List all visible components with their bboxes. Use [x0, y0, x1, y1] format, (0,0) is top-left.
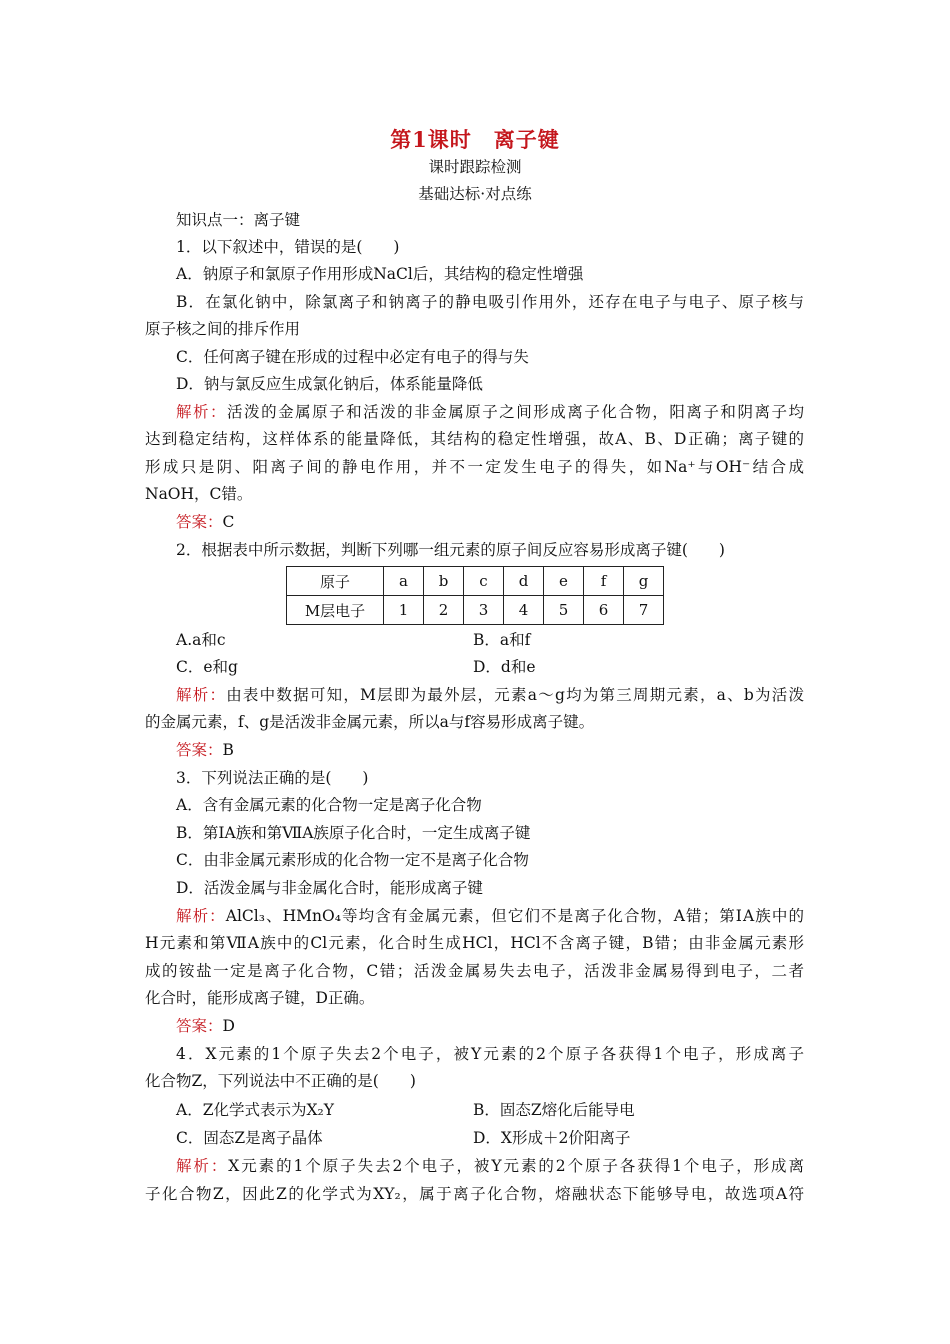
analysis-text: 活泼的金属原子和活泼的非金属原子之间形成离子化合物，阳离子和阴离子均 [227, 403, 804, 421]
answer-label: 答案： [176, 513, 223, 531]
q4-option-c: C．固态Z是离子晶体 [176, 1129, 323, 1147]
q1-stem: 1．以下叙述中，错误的是( ) [176, 238, 400, 256]
q1-option-a: A．钠原子和氯原子作用形成NaCl后，其结构的稳定性增强 [176, 265, 584, 283]
table-cell: M层电子 [287, 596, 384, 625]
q1-option-b-line2: 原子核之间的排斥作用 [145, 320, 301, 338]
table-cell: c [464, 567, 504, 596]
q4-option-b: B．固态Z熔化后能导电 [473, 1101, 635, 1119]
table-cell: 1 [384, 596, 424, 625]
q2-option-a: A.a和c [176, 631, 226, 649]
q2-analysis-line2: 的金属元素，f、g是活泼非金属元素，所以a与f容易形成离子键。 [145, 713, 595, 731]
answer-value: C [222, 513, 235, 531]
q1-answer [176, 512, 234, 532]
q2-option-d: D．d和e [473, 658, 536, 676]
analysis-text: 由表中数据可知，M层即为最外层，元素a～g均为第三周期元素，a、b为活泼 [226, 686, 804, 704]
answer-label: 答案： [176, 1017, 223, 1035]
table-cell: b [424, 567, 464, 596]
q4-stem-line2: 化合物Z，下列说法中不正确的是( ) [145, 1072, 416, 1090]
q4-analysis-line2: 子化合物Z，因此Z的化学式为XY₂，属于离子化合物，熔融状态下能够导电，故选项A符 [145, 1185, 804, 1203]
section-heading: 知识点一：离子键 [176, 211, 301, 229]
table-cell: 5 [544, 596, 584, 625]
q2-option-c: C．e和g [176, 658, 238, 676]
q3-analysis-line1 [176, 906, 804, 926]
q4-stem-line1: 4．X元素的1个原子失去2个电子，被Y元素的2个原子各获得1个电子，形成离子 [176, 1045, 804, 1063]
q2-option-b: B．a和f [473, 631, 531, 649]
q3-option-b: B．第ⅠA族和第ⅦA族原子化合时，一定生成离子键 [176, 824, 531, 842]
table-cell: 4 [504, 596, 544, 625]
table-header-row [287, 567, 664, 596]
q1-option-d: D．钠与氯反应生成氯化钠后，体系能量降低 [176, 375, 483, 393]
subtitle-tracking: 课时跟踪检测 [428, 158, 522, 176]
q3-option-d: D．活泼金属与非金属化合时，能形成离子键 [176, 879, 483, 897]
q1-analysis-line3: 形成只是阴、阳离子间的静电作用，并不一定发生电子的得失，如Na⁺与OH⁻结合成 [145, 458, 804, 476]
answer-value: B [222, 741, 234, 759]
q2-stem: 2．根据表中所示数据，判断下列哪一组元素的原子间反应容易形成离子键( ) [176, 541, 725, 559]
analysis-label: 解析： [176, 686, 227, 704]
q1-analysis-line2: 达到稳定结构，这样体系的能量降低，其结构的稳定性增强，故A、B、D正确；离子键的 [145, 430, 804, 448]
answer-label: 答案： [176, 741, 223, 759]
table-row [287, 596, 664, 625]
q3-analysis-line4: 化合时，能形成离子键，D正确。 [145, 989, 375, 1007]
electron-table [286, 566, 664, 625]
q2-analysis-line1 [176, 685, 804, 705]
table-cell: d [504, 567, 544, 596]
table-cell: 3 [464, 596, 504, 625]
q3-analysis-line3: 成的铵盐一定是离子化合物，C错；活泼金属易失去电子，活泼非金属易得到电子，二者 [145, 962, 804, 980]
answer-value: D [222, 1017, 235, 1035]
analysis-label: 解析： [176, 907, 226, 925]
analysis-label: 解析： [176, 1157, 229, 1175]
q3-answer [176, 1016, 235, 1036]
q3-analysis-line2: H元素和第ⅦA族中的Cl元素，化合时生成HCl，HCl不含离子键，B错；由非金属元素形 [145, 934, 804, 952]
table-cell: 7 [624, 596, 664, 625]
q1-option-c: C．任何离子键在形成的过程中必定有电子的得与失 [176, 348, 529, 366]
subtitle-basic: 基础达标·对点练 [418, 185, 532, 203]
table-cell: 2 [424, 596, 464, 625]
table-cell: f [584, 567, 624, 596]
table-cell: e [544, 567, 584, 596]
table-cell: a [384, 567, 424, 596]
q3-option-c: C．由非金属元素形成的化合物一定不是离子化合物 [176, 851, 529, 869]
q4-option-d: D．X形成＋2价阳离子 [473, 1129, 631, 1147]
table-cell: 原子 [287, 567, 384, 596]
q1-option-b-line1: B．在氯化钠中，除氯离子和钠离子的静电吸引作用外，还存在电子与电子、原子核与 [176, 293, 804, 311]
q4-analysis-line1 [176, 1156, 804, 1176]
q4-option-a: A．Z化学式表示为X₂Y [176, 1101, 334, 1119]
q1-analysis-line1 [176, 402, 804, 422]
q3-stem: 3．下列说法正确的是( ) [176, 769, 369, 787]
q1-analysis-line4: NaOH，C错。 [145, 485, 253, 503]
table-cell: g [624, 567, 664, 596]
table-cell: 6 [584, 596, 624, 625]
page-title: 第1课时 离子键 [390, 127, 560, 152]
q3-option-a: A．含有金属元素的化合物一定是离子化合物 [176, 796, 482, 814]
analysis-text: AlCl₃、HMnO₄等均含有金属元素，但它们不是离子化合物，A错；第ⅠA族中的 [225, 907, 804, 925]
q2-answer [176, 740, 234, 760]
analysis-label: 解析： [176, 403, 228, 421]
analysis-text: X元素的1个原子失去2个电子，被Y元素的2个原子各获得1个电子，形成离 [228, 1157, 804, 1175]
